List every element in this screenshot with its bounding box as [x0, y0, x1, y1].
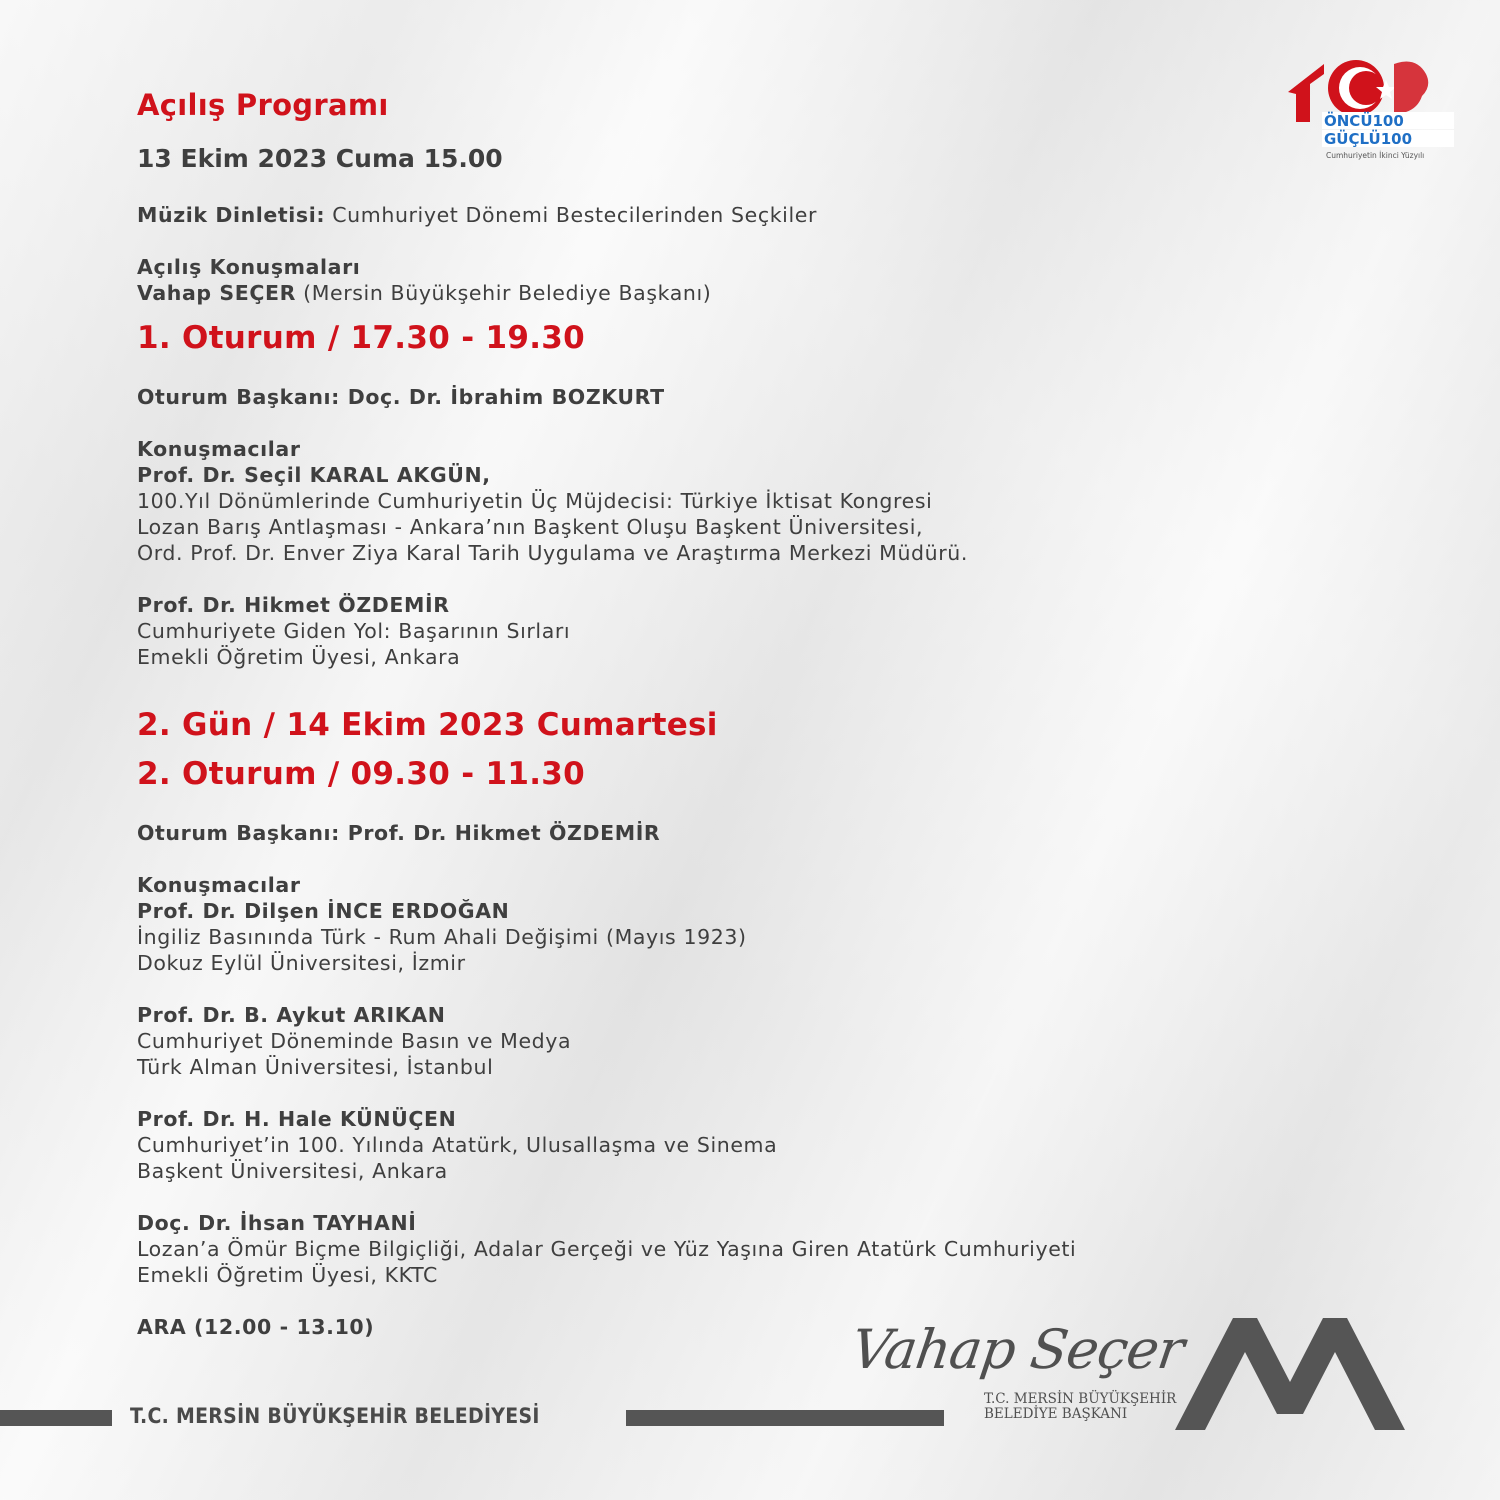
opening-speaker-role: (Mersin Büyükşehir Belediye Başkanı)	[296, 281, 712, 305]
mayor-title-line2: BELEDİYE BAŞKANI	[984, 1406, 1128, 1422]
speaker-name: Doç. Dr. İhsan TAYHANİ	[137, 1211, 417, 1235]
mayor-title-line1: T.C. MERSİN BÜYÜKŞEHİR	[984, 1391, 1177, 1407]
opening-speeches-label: Açılış Konuşmaları	[137, 255, 361, 279]
cumhuriyet-100-logo	[1286, 52, 1461, 170]
speaker-topic: İngiliz Basınında Türk - Rum Ahali Değişimi (Mayıs 1923)	[137, 925, 747, 949]
session1-title: 1. Oturum / 17.30 - 19.30	[137, 320, 586, 356]
session1-chair: Oturum Başkanı: Doç. Dr. İbrahim BOZKURT	[137, 385, 665, 409]
logo-line2: GÜÇLÜ100	[1324, 130, 1413, 148]
speaker-topic: 100.Yıl Dönümlerinde Cumhuriyetin Üç Müjdecisi: Türkiye İktisat Kongresi	[137, 489, 933, 513]
opening-date: 13 Ekim 2023 Cuma 15.00	[137, 144, 503, 173]
session2-title: 2. Oturum / 09.30 - 11.30	[137, 756, 586, 792]
mayor-signature: Vahap Seçer	[847, 1318, 1188, 1381]
speaker-topic: Lozan’a Ömür Biçme Bilgiçliği, Adalar Gerçeği ve Yüz Yaşına Giren Atatürk Cumhuriyeti	[137, 1237, 1077, 1261]
footer-bar-left	[0, 1410, 112, 1426]
speaker-topic: Cumhuriyet Döneminde Basın ve Medya	[137, 1029, 572, 1053]
speaker-topic: Cumhuriyet’in 100. Yılında Atatürk, Ulusallaşma ve Sinema	[137, 1133, 778, 1157]
speaker-affiliation: Ord. Prof. Dr. Enver Ziya Karal Tarih Uygulama ve Araştırma Merkezi Müdürü.	[137, 541, 968, 565]
day2-title: 2. Gün / 14 Ekim 2023 Cumartesi	[137, 707, 718, 743]
speaker-name: Prof. Dr. Seçil KARAL AKGÜN,	[137, 463, 491, 487]
speaker-affiliation: Emekli Öğretim Üyesi, KKTC	[137, 1263, 438, 1287]
speaker-name: Prof. Dr. H. Hale KÜNÜÇEN	[137, 1107, 457, 1131]
session1-speakers-label: Konuşmacılar	[137, 437, 301, 461]
break-time: ARA (12.00 - 13.10)	[137, 1315, 375, 1339]
mersin-m-logo	[1175, 1312, 1405, 1432]
session2-chair: Oturum Başkanı: Prof. Dr. Hikmet ÖZDEMİR	[137, 821, 661, 845]
speaker-name: Prof. Dr. Dilşen İNCE ERDOĞAN	[137, 899, 510, 923]
speaker-name: Prof. Dr. Hikmet ÖZDEMİR	[137, 593, 450, 617]
speaker-affiliation: Başkent Üniversitesi, Ankara	[137, 1159, 448, 1183]
footer-bar-right	[626, 1410, 944, 1426]
music-line	[137, 202, 817, 228]
music-label: Müzik Dinletisi:	[137, 203, 326, 227]
logo-tagline: Cumhuriyetin İkinci Yüzyılı	[1326, 151, 1425, 160]
opening-speaker-name: Vahap SEÇER	[137, 281, 297, 305]
logo-line1: ÖNCÜ100	[1324, 112, 1404, 130]
speaker-affiliation: Türk Alman Üniversitesi, İstanbul	[137, 1055, 494, 1079]
music-text: Cumhuriyet Dönemi Bestecilerinden Seçkiler	[325, 203, 818, 227]
speaker-topic: Cumhuriyete Giden Yol: Başarının Sırları	[137, 619, 571, 643]
speaker-name: Prof. Dr. B. Aykut ARIKAN	[137, 1003, 446, 1027]
footer-org-name: T.C. MERSİN BÜYÜKŞEHİR BELEDİYESİ	[130, 1404, 540, 1428]
speaker-affiliation: Dokuz Eylül Üniversitesi, İzmir	[137, 951, 466, 975]
mayor-title	[984, 1392, 1176, 1422]
opening-speaker-line	[137, 280, 711, 306]
speaker-affiliation: Emekli Öğretim Üyesi, Ankara	[137, 645, 461, 669]
opening-title: Açılış Programı	[137, 88, 389, 122]
session2-speakers-label: Konuşmacılar	[137, 873, 301, 897]
speaker-topic: Lozan Barış Antlaşması - Ankara’nın Başkent Oluşu Başkent Üniversitesi,	[137, 515, 924, 539]
